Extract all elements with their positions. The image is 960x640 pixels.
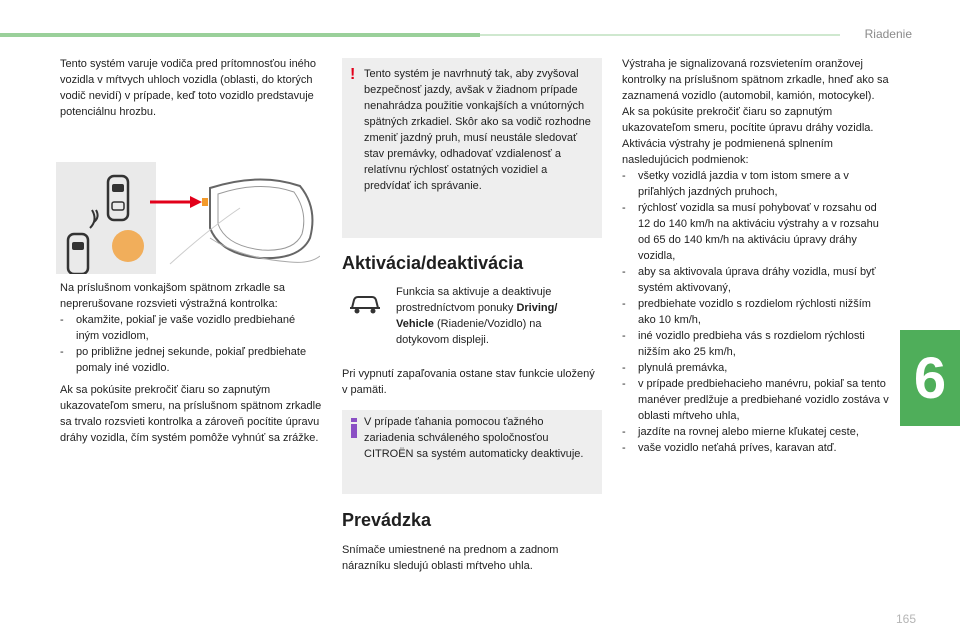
- activation-text-part: (Riadenie/Vozidlo) na dotykovom displeji.: [396, 318, 542, 346]
- info-icon: [348, 418, 360, 438]
- mirror-paragraph: [60, 280, 320, 376]
- intro-paragraph: Tento systém varuje vodiča pred prítomnosťou iného vozidla v mŕtvych uhloch vozidla (oblasti, do ktorých vodič nevidí) v prípade, keď toto vozidlo predstavuje potenciálnu hrozbu.: [60, 58, 317, 118]
- blind-spot-illustration: [56, 162, 156, 274]
- warning-icon: !: [350, 66, 356, 83]
- header-bar: [0, 33, 480, 37]
- activation-text-part: Funkcia sa aktivuje a deaktivuje prostredníctvom ponuky: [396, 286, 552, 314]
- cars-icon: [56, 162, 156, 274]
- list-item: - po približne jednej sekunde, pokiaľ predbiehate pomaly iné vozidlo.: [60, 344, 320, 376]
- list-item: - predbiehate vozidlo s rozdielom rýchlosti nižším ako 10 km/h,: [622, 296, 890, 328]
- mirror-list: [60, 312, 320, 376]
- mirror-paragraph-text: Na príslušnom vonkajšom spätnom zrkadle sa neprerušovane rozsvieti výstražná kontrolka:: [60, 282, 285, 310]
- car-settings-icon: [348, 290, 382, 316]
- side-mirror-icon: [150, 168, 320, 268]
- header-bar-light: [480, 34, 840, 36]
- chapter-number: 6: [913, 345, 947, 411]
- list-item: - v prípade predbiehacieho manévru, pokiaľ sa tento manéver predlžuje a predbiehané vozidlo zostáva v oblasti mŕtveho uhla,: [622, 376, 890, 424]
- list-item: - iné vozidlo predbieha vás s rozdielom rýchlosti nižším ako 25 km/h,: [622, 328, 890, 360]
- list-item: - rýchlosť vozidla sa musí pohybovať v rozsahu od 12 do 140 km/h na aktiváciu výstrahy a v rozsahu od 65 do 140 km/h na aktiváciu úpravy dráhy vozidla,: [622, 200, 890, 264]
- list-item: - všetky vozidlá jazdia v tom istom smere a v priľahlých jazdných pruhoch,: [622, 168, 890, 200]
- mirror-illustration: [150, 168, 320, 268]
- memory-paragraph: Pri vypnutí zapaľovania ostane stav funkcie uložený v pamäti.: [342, 368, 595, 396]
- line-paragraph: Ak sa pokúsite prekročiť čiaru so zapnutým ukazovateľom smeru, na príslušnom spätnom zrkadle sa trvalo rozsvieti kontrolka a zároveň pocítite úpravu dráhy vozidla, čím systém pomôže vyhnúť sa zrážke.: [60, 384, 322, 444]
- info-text: V prípade ťahania pomocou ťažného zariadenia schváleného spoločnosťou CITROËN sa systém automaticky deaktivuje.: [364, 416, 584, 460]
- activation-heading: Aktivácia/deaktivácia: [342, 253, 524, 273]
- page-number: 165: [895, 612, 916, 626]
- conditions-list: [622, 168, 890, 456]
- list-item: - vaše vozidlo neťahá príves, karavan atď.: [622, 440, 890, 456]
- operation-heading: Prevádzka: [342, 510, 432, 530]
- chapter-title: Riadenie: [864, 27, 912, 41]
- operation-paragraph: Snímače umiestnené na prednom a zadnom nárazníku sledujú oblasti mŕtveho uhla.: [342, 544, 559, 572]
- list-item: - jazdíte na rovnej alebo mierne kľukatej ceste,: [622, 424, 890, 440]
- list-item: - plynulá premávka,: [622, 360, 890, 376]
- line-crossing-paragraph: Ak sa pokúsite prekročiť čiaru so zapnutým ukazovateľom smeru, pocítite úpravu dráhy vozidla.: [622, 106, 874, 134]
- menu-name: Driving/ Vehicle: [396, 302, 558, 330]
- list-item: - okamžite, pokiaľ je vaše vozidlo predbiehané iným vozidlom,: [60, 312, 320, 344]
- chapter-tab: [900, 330, 960, 426]
- activation-text: [396, 284, 596, 348]
- alert-paragraph: Výstraha je signalizovaná rozsvietením oranžovej kontrolky na príslušnom spätnom zrkadle, hneď ako sa zaznamená vozidlo (automobil, kamión, motocykel).: [622, 58, 889, 102]
- list-item: - aby sa aktivovala úprava dráhy vozidla, musí byť systém aktivovaný,: [622, 264, 890, 296]
- right-column: [622, 56, 890, 456]
- conditions-intro: Aktivácia výstrahy je podmienená splnením nasledujúcich podmienok:: [622, 138, 833, 166]
- warning-text: Tento systém je navrhnutý tak, aby zvyšoval bezpečnosť jazdy, avšak v žiadnom prípade nenahrádza použitie vonkajších a vnútorných spätných zrkadiel. Skôr ako sa vodič rozhodne zmeniť jazdný pruh, musí neustále sledovať stav premávky, odhadovať vzdialenosť a relatívnu rýchlosť ostatných vozidiel a predvídať ich správanie.: [364, 68, 591, 192]
